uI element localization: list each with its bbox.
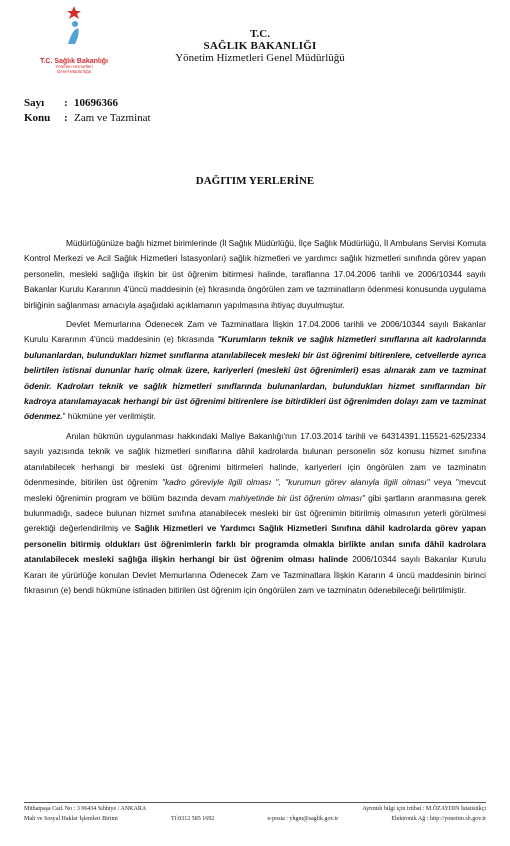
footer-unit: Mali ve Sosyal Haklar İşlemleri Birimi <box>24 816 118 822</box>
p3-bold-f: Sağlık Hizmetleri ve Yardımcı Sağlık Hizmetleri Sınıfına dâhil kadrolarda görev yapan personelin bitirmiş oldukları üst öğrenimlerin farklı bir programda olmakla birlikte anılan sınıfa dâhil kadrolara atanılabilecek mesleki sağlığa ilişkin herhangi bir üst öğrenim olması halinde <box>24 523 486 565</box>
p3-quoted-d: mahiyetinde bir üst öğrenim olması" <box>228 492 365 503</box>
p2-quoted-provision: "Kurumların teknik ve sağlık hizmetleri sınıflarına ait kadrolarında bulunanlardan, bulundukları hizmet sınıflarına atanılabilecek mesleki bir üst öğrenimi bitirenlere, cetvellerde ayrıca belirtilen istisnai dununlar hariç olmak üzere, kariyerleri (mesleki üst öğrenimleri) esas alınarak zam ve tazminat ödenir. Kadroları teknik ve sağlık hizmetleri sınıflarında bulunanlardan, bulundukları hizmet sınıflarından bir kadroya atanılamayacak herhangi bir üst öğrenimi bitirenlere ise bitirdikleri üst öğrenimden dolayı zam ve tazminat ödenmez. <box>24 334 486 422</box>
footer-row-2 <box>24 816 486 822</box>
p3-text-g: 2006/10344 sayılı Bakanlar Kurulu Kararı ile yürürlüğe konulan Devlet Memurlarına Ödenecek Zam ve Tazminatlara İlişkin Kararın 4 üncü maddesinin birinci fıkrasının (e) bendi hükmüne istinaden bitirilen üst öğrenim için öngörülen zam ve tazminatın ödenebileceği belirtilmiştir. <box>24 554 486 595</box>
p2-text-c: " hükmüne yer verilmiştir. <box>62 411 156 422</box>
ministry-logo <box>28 4 120 82</box>
footer-row-1 <box>24 806 486 812</box>
letterhead-line2: SAĞLIK BAKANLIĞI <box>203 40 317 52</box>
letter-body <box>24 236 486 602</box>
p3-text-c: veya "mevcut mesleki öğrenimin program ve bölüm bazında devam <box>24 477 486 503</box>
letterhead <box>130 28 390 64</box>
letterhead-line1: T.C. <box>250 28 270 40</box>
paragraph-1: Müdürlüğünüze bağlı hizmet birimlerinde (İl Sağlık Müdürlüğü, İlçe Sağlık Müdürlüğü, İl Ambulans Servisi Komuta Kontrol Merkezi ve Acil Sağlık Hizmetleri İstasyonları) sağlık hizmetleri ve yardımcı sağlık hizmetleri sınıfında görev yapan personelin, mesleki sağlığa ilişkin bir üst öğrenim bitirmesi halinde, taraflarına 17.04.2006 tarihli ve 2006/10344 sayılı Bakanlar Kurulu Kararının 4'üncü maddesinin (e) fıkrasında öngörülen zam ve tazminatların ödenmesi konusunda uygulama birliğinin sağlanması amacıyla aşağıdaki açıklamanın yapılmasına ihtiyaç duyulmuştur. <box>24 238 486 310</box>
paragraph-3 <box>24 429 486 598</box>
distribution-title: DAĞITIM YERLERİNE <box>195 175 315 187</box>
p3-text-a: Anılan hükmün uygulanması hakkındaki Maliye Bakanlığı'nın 17.03.2014 tarihli ve 64314391.115521-625/2334 sayılı yazısında teknik ve sağlık hizmetleri sınıflarına dâhil kadrolarda bulunan personelin söz konusu hizmet sınıfına atanılabilecek herhangi bir mesleki üst öğrenimi bitirmeleri halinde, kariyerleri için öngörülen zam ve tazminatın ödenmesinde, bitirilen üst öğrenim <box>24 430 486 488</box>
konu-label: Konu <box>24 112 51 124</box>
logo-line1: T.C. Sağlık Bakanlığı <box>39 58 109 65</box>
konu-colon: : <box>64 112 68 124</box>
sayi-value: 10696366 <box>74 97 118 109</box>
document-meta <box>24 96 151 126</box>
p3-quoted-b: "kadro göreviyle ilgili olması ", "kurumun görev alanıyla ilgili olması" <box>162 477 430 488</box>
footer-contact-info: Ayrıntılı bilgi için irtibat : M.ÖZAYDIN İstatistikçi <box>362 806 486 812</box>
sayi-row <box>24 96 151 111</box>
logo-line3: Genel Müdürlüğü <box>56 69 92 75</box>
footer-address: Mithatpaşa Cad. No : 3 06434 Sıhhiye / ANKARA <box>24 806 147 812</box>
ministry-logo-icon <box>28 4 120 60</box>
sayi-colon: : <box>64 97 68 109</box>
footer-email[interactable]: e-posta : yhgm@saglik.gov.tr <box>267 816 339 822</box>
letterhead-line3: Yönetim Hizmetleri Genel Müdürlüğü <box>175 52 345 64</box>
paragraph-2 <box>24 317 486 425</box>
p2-text-a: Devlet Memurlarına Ödenecek Zam ve Tazminatlara İlişkin 17.04.2006 tarihli ve 2006/10344 sayılı Bakanlar Kurulu Kararının 4'üncü maddesinin (e) fıkrasında <box>24 319 486 345</box>
footer-divider <box>24 802 486 803</box>
logo-line2: Yönetim Hizmetleri <box>55 64 93 70</box>
p3-text-e: gibi şartların aranmasına gerek bulunmadığı, sadece bulunan hizmet sınıfına atanabilecek mesleki bir üst öğrenimin bitirilmiş olmasının yeterli görülmesi gerektiği değerlendirilmiş ve <box>24 492 487 534</box>
konu-row <box>24 111 151 126</box>
sayi-label: Sayı <box>24 97 45 109</box>
konu-value: Zam ve Tazminat <box>74 112 151 124</box>
logo-caption <box>28 58 120 75</box>
footer-web[interactable]: Elektronik Ağ : http://yonetim.sb.gov.tr <box>391 816 486 822</box>
footer-tel: Tf:0312 585 1692 <box>170 816 215 822</box>
